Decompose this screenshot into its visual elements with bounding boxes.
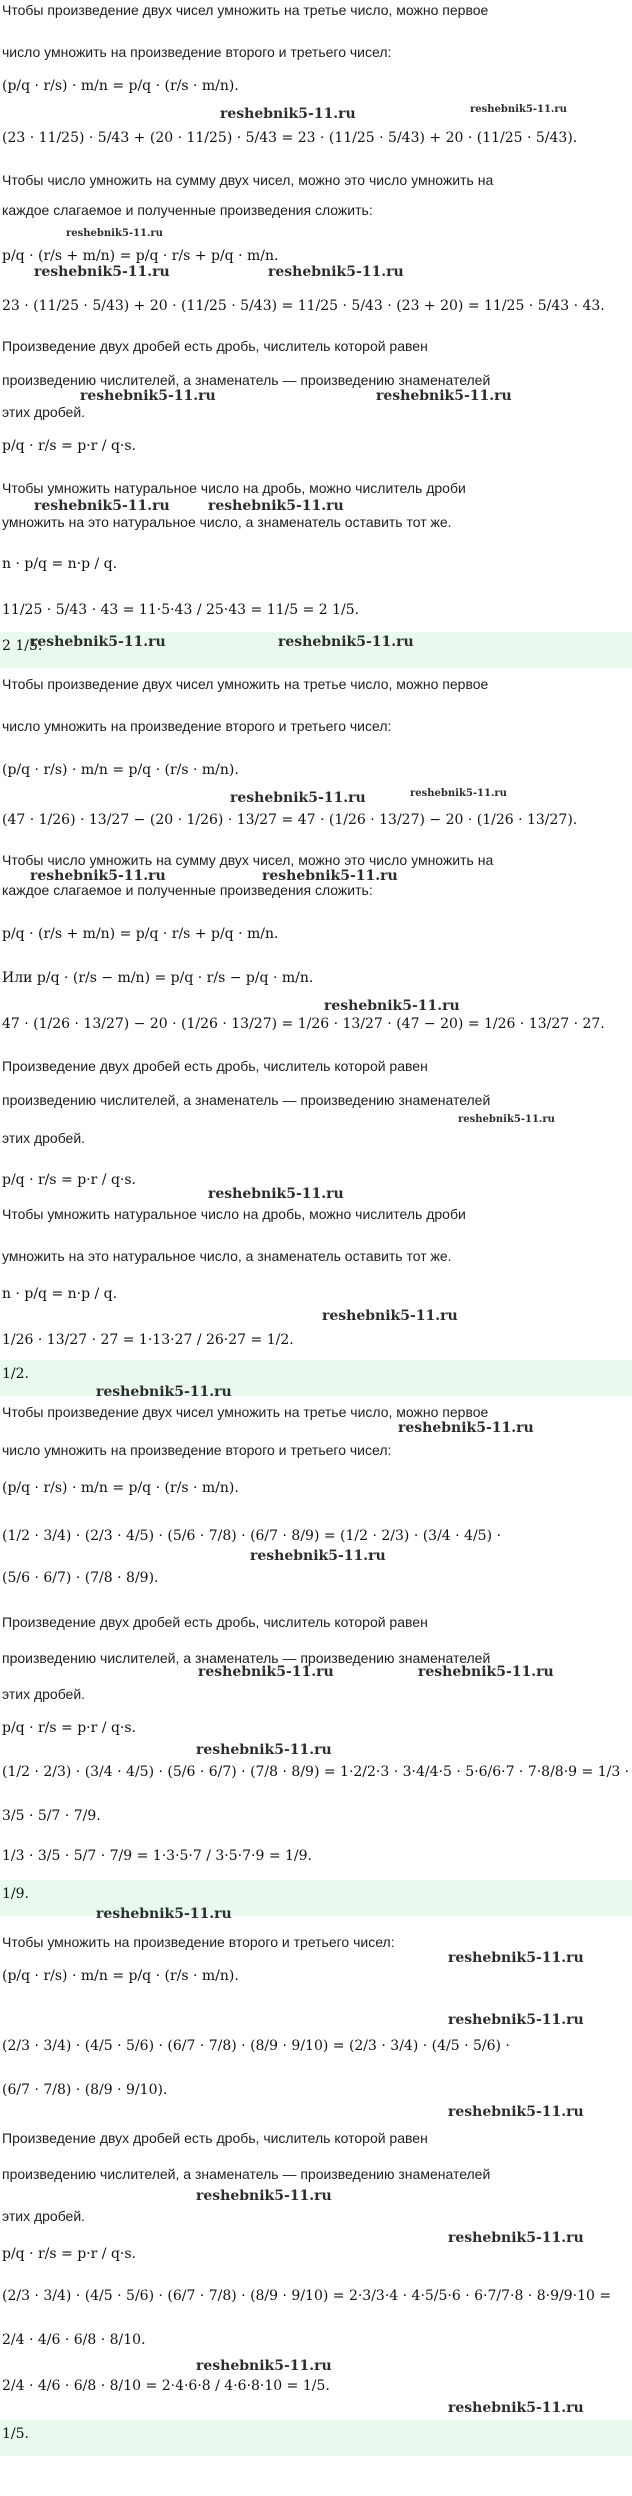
b3-formula-5: (1/2 · 2/3) · (3/4 · 4/5) · (5/6 · 6/7) · (7/8 · 8/9) = 1·2/2·3 · 3·4/4·5 · 5·6/6·7 · 7·8/8·9 = 1/3 · xyxy=(2,1764,630,1780)
b4-text-1: Чтобы умножить на произведение второго и третьего чисел: xyxy=(2,1934,395,1950)
b2-text-6: произведению числителей, а знаменатель — произведению знаменателей xyxy=(2,1092,491,1108)
b3-formula-1: (p/q · r/s) · m/n = p/q · (r/s · m/n). xyxy=(2,1480,239,1496)
b1-formula-6: n · p/q = n·p / q. xyxy=(2,556,118,572)
watermark: reshebnik5-11.ru xyxy=(30,634,166,650)
b1-answer-value: 2 1/5. xyxy=(2,638,43,654)
b3-text-1: Чтобы произведение двух чисел умножить на третье число, можно первое xyxy=(2,1404,489,1420)
b1-text-6: произведению числителей, а знаменатель — произведению знаменателей xyxy=(2,372,491,388)
watermark: reshebnik5-11.ru xyxy=(34,498,170,514)
b1-text-2: число умножить на произведение второго и третьего чисел: xyxy=(2,44,392,60)
b3-formula-3: (5/6 · 6/7) · (7/8 · 8/9). xyxy=(2,1570,159,1586)
watermark: reshebnik5-11.ru xyxy=(80,388,216,404)
b1-text-1: Чтобы произведение двух чисел умножить на третье число, можно первое xyxy=(2,2,489,18)
b4-formula-5: (2/3 · 3/4) · (4/5 · 5/6) · (6/7 · 7/8) · (8/9 · 9/10) = 2·3/3·4 · 4·5/5·6 · 6·7/7·8 · 8·9/9·10 = xyxy=(2,2288,612,2304)
watermark: reshebnik5-11.ru xyxy=(220,106,356,122)
b2-text-2: число умножить на произведение второго и третьего чисел: xyxy=(2,718,392,734)
b2-text-4: каждое слагаемое и полученные произведения сложить: xyxy=(2,882,373,898)
b4-answer-value: 1/5. xyxy=(2,2426,29,2442)
b1-text-4: каждое слагаемое и полученные произведения сложить: xyxy=(2,202,373,218)
watermark-small: reshebnik5-11.ru xyxy=(410,788,507,799)
b2-formula-4: Или p/q · (r/s − m/n) = p/q · r/s − p/q · m/n. xyxy=(2,970,314,986)
b3-text-4: произведению числителей, а знаменатель — произведению знаменателей xyxy=(2,1650,491,1666)
b2-formula-5: 47 · (1/26 · 13/27) − 20 · (1/26 · 13/27) = 1/26 · 13/27 · (47 − 20) = 1/26 · 13/27 · 27. xyxy=(2,1016,605,1032)
watermark: reshebnik5-11.ru xyxy=(208,498,344,514)
b1-formula-7: 11/25 · 5/43 · 43 = 11·5·43 / 25·43 = 11/5 = 2 1/5. xyxy=(2,602,360,618)
b2-answer xyxy=(0,1360,632,1396)
watermark: reshebnik5-11.ru xyxy=(324,998,460,1014)
b2-formula-7: n · p/q = n·p / q. xyxy=(2,1286,118,1302)
watermark: reshebnik5-11.ru xyxy=(208,1186,344,1202)
watermark: reshebnik5-11.ru xyxy=(262,868,398,884)
watermark: reshebnik5-11.ru xyxy=(230,790,366,806)
watermark: reshebnik5-11.ru xyxy=(376,388,512,404)
watermark: reshebnik5-11.ru xyxy=(30,868,166,884)
b3-formula-6: 3/5 · 5/7 · 7/9. xyxy=(2,1808,101,1824)
watermark: reshebnik5-11.ru xyxy=(96,1906,232,1922)
watermark: reshebnik5-11.ru xyxy=(268,264,404,280)
b2-formula-2: (47 · 1/26) · 13/27 − (20 · 1/26) · 13/27 = 47 · (1/26 · 13/27) − 20 · (1/26 · 13/27). xyxy=(2,812,578,828)
b3-answer xyxy=(0,1880,632,1916)
watermark: reshebnik5-11.ru xyxy=(418,1664,554,1680)
watermark: reshebnik5-11.ru xyxy=(448,2230,584,2246)
b3-formula-4: p/q · r/s = p·r / q·s. xyxy=(2,1720,136,1736)
b3-answer-value: 1/9. xyxy=(2,1886,29,1902)
watermark: reshebnik5-11.ru xyxy=(398,1420,534,1436)
watermark: reshebnik5-11.ru xyxy=(196,1742,332,1758)
b3-formula-2: (1/2 · 3/4) · (2/3 · 4/5) · (5/6 · 7/8) · (6/7 · 8/9) = (1/2 · 2/3) · (3/4 · 4/5) · xyxy=(2,1528,501,1544)
watermark: reshebnik5-11.ru xyxy=(34,264,170,280)
watermark: reshebnik5-11.ru xyxy=(96,1384,232,1400)
b2-answer-value: 1/2. xyxy=(2,1366,29,1382)
b3-text-2: число умножить на произведение второго и третьего чисел: xyxy=(2,1442,392,1458)
b1-formula-3: p/q · (r/s + m/n) = p/q · r/s + p/q · m/n. xyxy=(2,248,279,264)
b4-formula-2: (2/3 · 3/4) · (4/5 · 5/6) · (6/7 · 7/8) · (8/9 · 9/10) = (2/3 · 3/4) · (4/5 · 5/6) · xyxy=(2,2038,510,2054)
b1-formula-1: (p/q · r/s) · m/n = p/q · (r/s · m/n). xyxy=(2,78,239,94)
b2-formula-6: p/q · r/s = p·r / q·s. xyxy=(2,1172,136,1188)
watermark: reshebnik5-11.ru xyxy=(448,1950,584,1966)
watermark: reshebnik5-11.ru xyxy=(196,2358,332,2374)
b3-formula-7: 1/3 · 3/5 · 5/7 · 7/9 = 1·3·5·7 / 3·5·7·9 = 1/9. xyxy=(2,1848,312,1864)
b1-text-3: Чтобы число умножить на сумму двух чисел, можно это число умножить на xyxy=(2,172,494,188)
watermark-small: reshebnik5-11.ru xyxy=(470,104,567,115)
b2-text-3: Чтобы число умножить на сумму двух чисел, можно это число умножить на xyxy=(2,852,494,868)
watermark: reshebnik5-11.ru xyxy=(448,2400,584,2416)
b4-formula-7: 2/4 · 4/6 · 6/8 · 8/10 = 2·4·6·8 / 4·6·8·10 = 1/5. xyxy=(2,2378,330,2394)
watermark-small: reshebnik5-11.ru xyxy=(66,228,163,239)
b2-text-8: Чтобы умножить натуральное число на дробь, можно числитель дроби xyxy=(2,1206,466,1222)
b1-formula-5: p/q · r/s = p·r / q·s. xyxy=(2,438,136,454)
b2-formula-8: 1/26 · 13/27 · 27 = 1·13·27 / 26·27 = 1/2. xyxy=(2,1332,294,1348)
watermark: reshebnik5-11.ru xyxy=(448,2012,584,2028)
b1-formula-2: (23 · 11/25) · 5/43 + (20 · 11/25) · 5/43 = 23 · (11/25 · 5/43) + 20 · (11/25 · 5/43). xyxy=(2,130,578,146)
watermark: reshebnik5-11.ru xyxy=(198,1664,334,1680)
b2-text-5: Произведение двух дробей есть дробь, числитель которой равен xyxy=(2,1058,428,1074)
b1-formula-4: 23 · (11/25 · 5/43) + 20 · (11/25 · 5/43) = 11/25 · 5/43 · (23 + 20) = 11/25 · 5/43 · 43. xyxy=(2,298,605,314)
watermark: reshebnik5-11.ru xyxy=(278,634,414,650)
watermark: reshebnik5-11.ru xyxy=(250,1548,386,1564)
watermark-small: reshebnik5-11.ru xyxy=(458,1114,555,1125)
b3-text-3: Произведение двух дробей есть дробь, числитель которой равен xyxy=(2,1614,428,1630)
b4-text-2: Произведение двух дробей есть дробь, числитель которой равен xyxy=(2,2130,428,2146)
b2-text-9: умножить на это натуральное число, а знаменатель оставить тот же. xyxy=(2,1248,452,1264)
watermark: reshebnik5-11.ru xyxy=(448,2104,584,2120)
b4-formula-1: (p/q · r/s) · m/n = p/q · (r/s · m/n). xyxy=(2,1968,239,1984)
b1-text-5: Произведение двух дробей есть дробь, числитель которой равен xyxy=(2,338,428,354)
b1-text-9: умножить на это натуральное число, а знаменатель оставить тот же. xyxy=(2,514,452,530)
b2-text-7: этих дробей. xyxy=(2,1130,86,1146)
b4-text-3: произведению числителей, а знаменатель — произведению знаменателей xyxy=(2,2166,491,2182)
watermark: reshebnik5-11.ru xyxy=(322,1308,458,1324)
b4-text-4: этих дробей. xyxy=(2,2208,86,2224)
b3-text-5: этих дробей. xyxy=(2,1686,86,1702)
b4-formula-3: (6/7 · 7/8) · (8/9 · 9/10). xyxy=(2,2082,168,2098)
b2-text-1: Чтобы произведение двух чисел умножить на третье число, можно первое xyxy=(2,676,489,692)
b1-text-7: этих дробей. xyxy=(2,404,86,420)
b1-text-8: Чтобы умножить натуральное число на дробь, можно числитель дроби xyxy=(2,480,466,496)
watermark: reshebnik5-11.ru xyxy=(196,2188,332,2204)
b2-formula-3: p/q · (r/s + m/n) = p/q · r/s + p/q · m/n. xyxy=(2,926,279,942)
b4-answer xyxy=(0,2420,632,2456)
b4-formula-4: p/q · r/s = p·r / q·s. xyxy=(2,2246,136,2262)
b4-formula-6: 2/4 · 4/6 · 6/8 · 8/10. xyxy=(2,2332,146,2348)
b2-formula-1: (p/q · r/s) · m/n = p/q · (r/s · m/n). xyxy=(2,762,239,778)
